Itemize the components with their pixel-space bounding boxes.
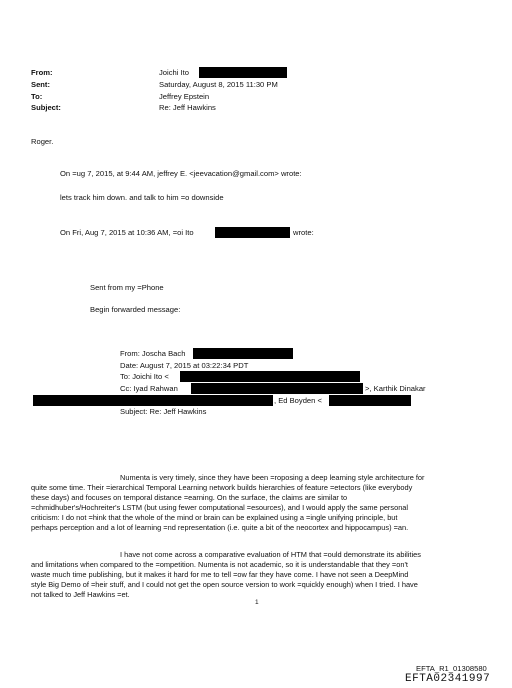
page-number: 1 xyxy=(255,599,259,606)
quote2-header-end: wrote: xyxy=(293,228,314,237)
subject-value: Re: Jeff Hawkins xyxy=(159,103,216,112)
redaction-block xyxy=(329,395,411,406)
paragraph-line: =chmidhuber's/Hochreiter's LSTM (but using fewer computational =esources), and I would apply the same personal xyxy=(31,503,409,512)
doc-id-small: EFTA_R1_01308580 xyxy=(416,664,487,673)
paragraph-1 xyxy=(31,473,424,533)
paragraph-line: criticism: I do not =hink that the whole of the mind or brain can be explained using a =ingle unifying principle, but xyxy=(31,513,398,522)
paragraph-line: style Big Demo of =heir stuff, and I could not get the open source version to work =quickly enough) when I tried. I have xyxy=(31,580,418,589)
quote1-text: lets track him down. and talk to him =o downside xyxy=(60,193,224,202)
paragraph-line: quite some time. Their =ierarchical Temporal Learning network builds hierarchies of feature =etectors (like everybody xyxy=(31,483,413,492)
to-value: Jeffrey Epstein xyxy=(159,92,210,101)
greeting: Roger. xyxy=(31,137,54,146)
to-label: To: xyxy=(31,92,43,101)
fwd-subject: Subject: Re: Jeff Hawkins xyxy=(120,407,207,416)
redaction-block xyxy=(193,348,293,359)
paragraph-line: waste much time publishing, but it makes it hard for me to tell =ow far they have come. I have not seen a DeepMind xyxy=(31,570,409,579)
begin-forwarded-line: Begin forwarded message: xyxy=(90,305,181,314)
subject-label: Subject: xyxy=(31,103,61,112)
fwd-cc: Cc: Iyad Rahwan xyxy=(120,384,178,393)
doc-id-large: EFTA02341997 xyxy=(405,673,491,685)
fwd-cc-tail: >, Karthik Dinakar xyxy=(365,384,426,393)
quote1-header: On =ug 7, 2015, at 9:44 AM, jeffrey E. <jeevacation@gmail.com> wrote: xyxy=(60,169,302,178)
from-label: From: xyxy=(31,68,53,77)
fwd-to: To: Joichi Ito < xyxy=(120,372,169,381)
redaction-block xyxy=(33,395,273,406)
from-value: Joichi Ito xyxy=(159,68,189,77)
paragraph-line: Numenta is very timely, since they have been =roposing a deep learning style architecture for xyxy=(120,473,425,482)
paragraph-line: I have not come across a comparative evaluation of HTM that =ould demonstrate its abilities xyxy=(120,550,421,559)
fwd-from: From: Joscha Bach xyxy=(120,349,186,358)
redaction-block xyxy=(215,227,290,238)
paragraph-2 xyxy=(31,550,421,600)
sent-label: Sent: xyxy=(31,80,50,89)
fwd-cc2-mid: , Ed Boyden < xyxy=(274,396,322,405)
paragraph-line: these days) and focuses on temporal distance =earning. On the surface, the claims are similar to xyxy=(31,493,348,502)
quote2-header-start: On Fri, Aug 7, 2015 at 10:36 AM, =oi Ito xyxy=(60,228,194,237)
paragraph-line: and limitations when compared to the =ompetition. Numenta is not academic, so it is understandable that they =on't xyxy=(31,560,408,569)
paragraph-line: perhaps perception and a lot of learning =nd representation (i.e. quite a bit of the neocortex and hippocampus) =an. xyxy=(31,523,409,532)
redaction-block xyxy=(180,371,360,382)
redaction-block xyxy=(199,67,287,78)
paragraph-line: not talked to Jeff Hawkins =et. xyxy=(31,590,130,599)
fwd-date: Date: August 7, 2015 at 03:22:34 PDT xyxy=(120,361,249,370)
redaction-block xyxy=(191,383,363,394)
sent-from-line: Sent from my =Phone xyxy=(90,283,164,292)
sent-value: Saturday, August 8, 2015 11:30 PM xyxy=(159,80,278,89)
